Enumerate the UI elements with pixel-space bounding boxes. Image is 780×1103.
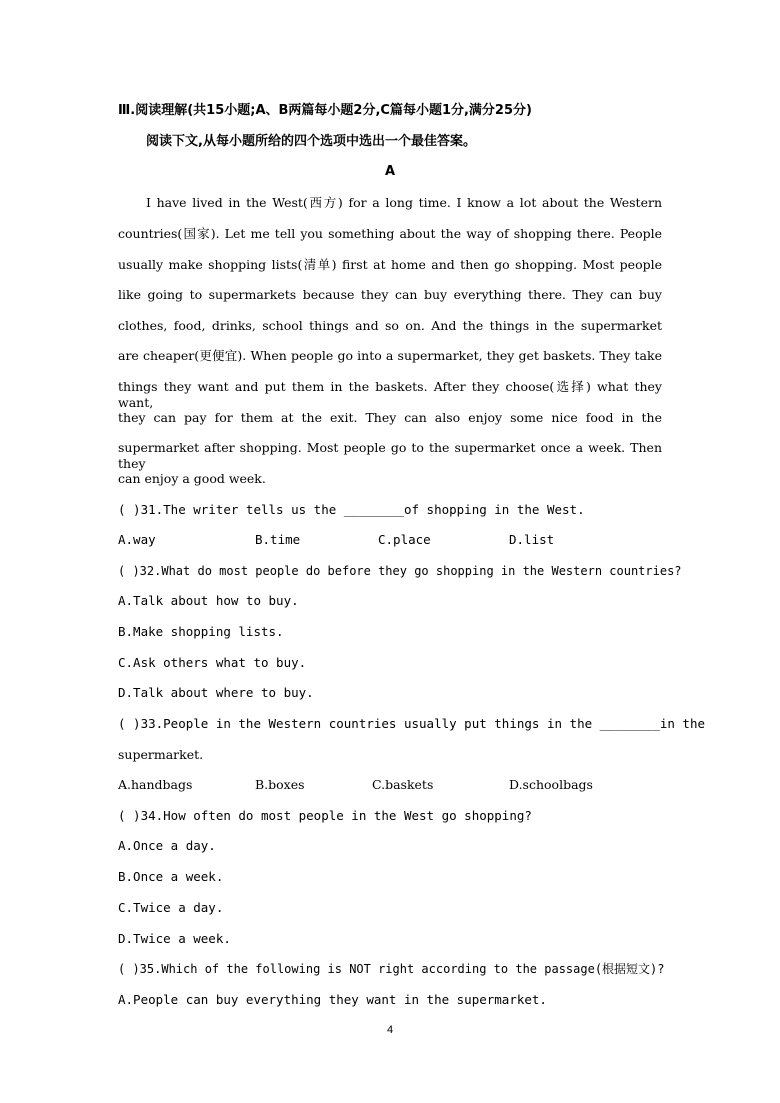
option-b: B.Once a week. [118,869,224,884]
option-d: D.Talk about where to buy. [118,685,314,700]
question-stem: ( )34.How often do most people in the West go shopping? [118,808,532,823]
passage-line: are cheaper(更便宜). When people go into a supermarket, they get baskets. They take [118,348,662,363]
passage-line: supermarket after shopping. Most people go to the supermarket once a week. Then they [118,440,662,471]
option-b: B.Make shopping lists. [118,624,284,639]
option-c: C.Twice a day. [118,900,224,915]
passage-line: like going to supermarkets because they can buy everything there. They can buy [118,287,662,302]
question-stem: ( )35.Which of the following is NOT right according to the passage(根据短文)? [118,962,665,976]
passage-label: A [384,164,396,179]
page-number: 4 [386,1024,394,1036]
option-a: A.handbags [118,777,193,792]
option-d: D.schoolbags [509,777,593,792]
passage-line: clothes, food, drinks, school things and so on. And the things in the supermarket [118,318,662,333]
question-stem: ( )31.The writer tells us the ________of shopping in the West. [118,502,585,517]
passage-line: countries(国家). Let me tell you something about the way of shopping there. People [118,226,662,241]
option-b: B.time [255,532,301,547]
option-c: C.Ask others what to buy. [118,655,307,670]
passage-line: they can pay for them at the exit. They can also enjoy some nice food in the [118,410,662,425]
passage-line: things they want and put them in the baskets. After they choose(选择) what they want, [118,379,662,410]
option-c: C.baskets [372,777,434,792]
option-b: B.boxes [255,777,305,792]
option-d: D.Twice a week. [118,931,231,946]
option-a: A.Talk about how to buy. [118,593,299,608]
section-title: Ⅲ.阅读理解(共15小题;A、B两篇每小题2分,C篇每小题1分,满分25分) [118,103,532,118]
passage-line: I have lived in the West(西方) for a long time. I know a lot about the Western [146,195,662,210]
option-d: D.list [509,532,555,547]
option-a: A.Once a day. [118,838,216,853]
passage-line: can enjoy a good week. [118,471,266,486]
option-a: A.People can buy everything they want in the supermarket. [118,992,547,1007]
option-a: A.way [118,532,156,547]
question-stem-continued: supermarket. [118,747,204,762]
instruction: 阅读下文,从每小题所给的四个选项中选出一个最佳答案。 [146,134,476,149]
question-stem: ( )32.What do most people do before they go shopping in the Western countries? [118,564,682,578]
passage-line: usually make shopping lists(清单) first at home and then go shopping. Most people [118,257,662,272]
option-c: C.place [378,532,431,547]
question-stem: ( )33.People in the Western countries usually put things in the ________in the [118,716,705,731]
